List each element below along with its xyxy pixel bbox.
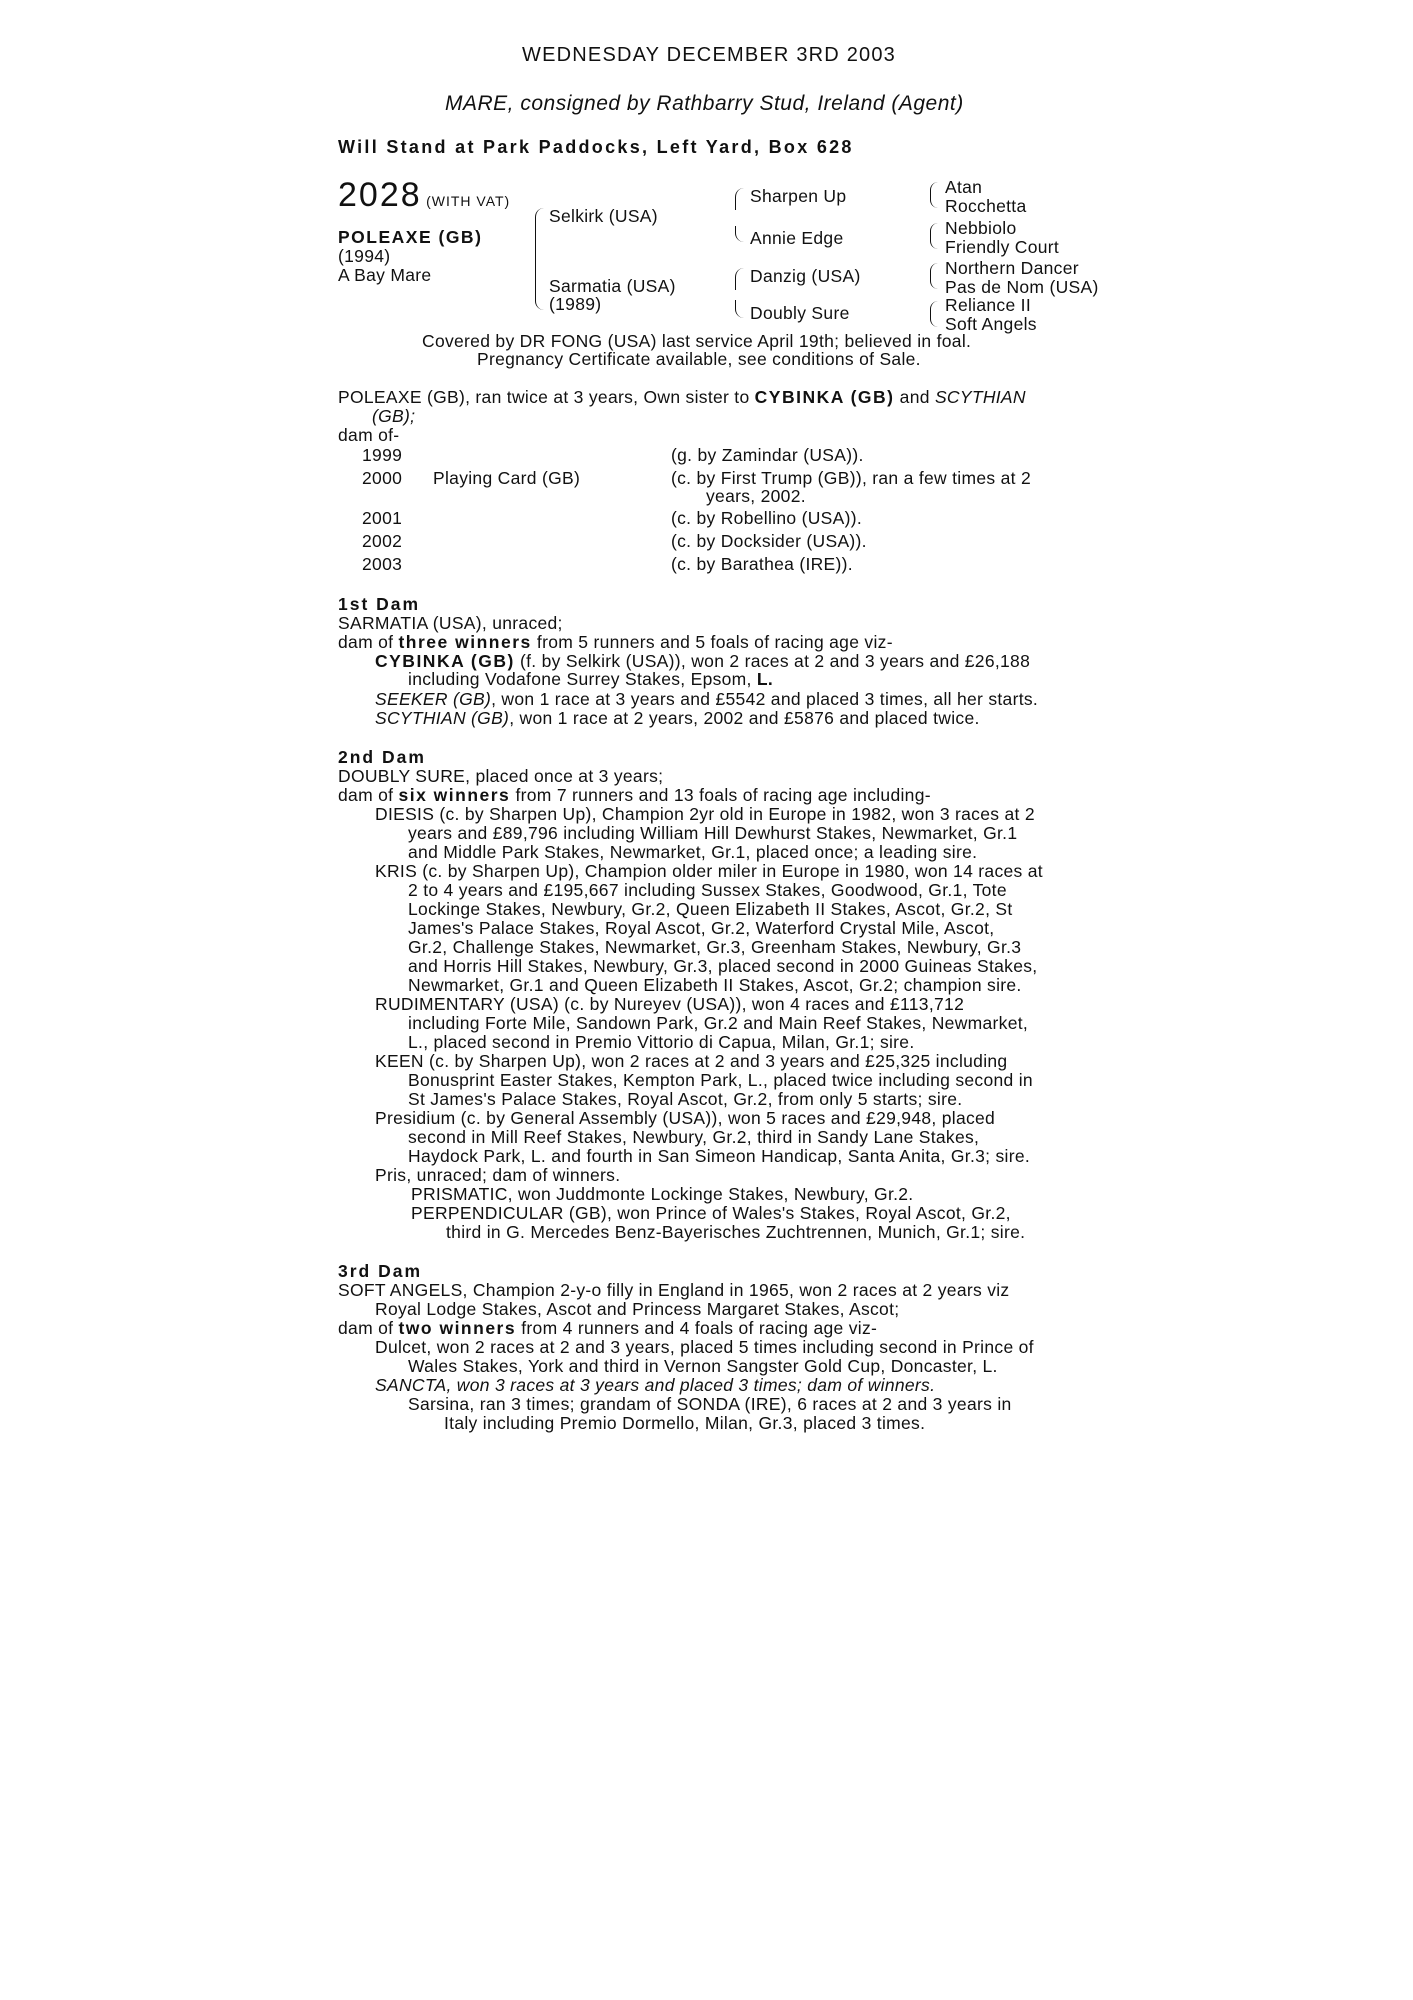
g3-brace-2-bottom bbox=[930, 237, 938, 249]
horse-year: (1994) bbox=[338, 246, 391, 266]
vat-label: (WITH VAT) bbox=[426, 193, 511, 209]
sire-dam-name: Annie Edge bbox=[750, 228, 844, 248]
scythian-line bbox=[375, 709, 980, 728]
second-dam-heading: 2nd Dam bbox=[338, 747, 426, 767]
kris-line-4: James's Palace Stakes, Royal Ascot, Gr.2, Waterford Crystal Mile, Ascot, bbox=[408, 918, 995, 938]
rudimentary-line-3: L., placed second in Premio Vittorio di Capua, Milan, Gr.1; sire. bbox=[408, 1032, 915, 1052]
soft-angels-line-1: SOFT ANGELS, Champion 2-y-o filly in England in 1965, won 2 races at 2 years viz bbox=[338, 1280, 1010, 1300]
g3-brace-1-top bbox=[930, 182, 938, 196]
produce-intro-sister: CYBINKA (GB) bbox=[754, 387, 895, 407]
keen-line-1: KEEN (c. by Sharpen Up), won 2 races at 2 and 3 years and £25,325 including bbox=[375, 1051, 1008, 1071]
dam-of-text: dam of bbox=[338, 785, 399, 805]
produce-desc: (c. by Robellino (USA)). bbox=[671, 508, 863, 528]
produce-desc: (c. by Docksider (USA)). bbox=[671, 531, 867, 551]
lot-number: 2028 bbox=[338, 176, 422, 214]
sire-sire-name: Sharpen Up bbox=[750, 186, 847, 206]
diesis-line-2: years and £89,796 including William Hill Dewhurst Stakes, Newmarket, Gr.1 bbox=[408, 823, 1018, 843]
dam-dam-name: Doubly Sure bbox=[750, 303, 850, 323]
seeker-line bbox=[375, 690, 1038, 709]
g3-soft-angels: Soft Angels bbox=[945, 314, 1037, 334]
cybinka-races: including Vodafone Surrey Stakes, Epsom, bbox=[408, 669, 757, 689]
pregnancy-line: Pregnancy Certificate available, see conditions of Sale. bbox=[477, 349, 921, 369]
consignment-line: MARE, consigned by Rathbarry Stud, Ireland (Agent) bbox=[445, 92, 964, 115]
g3-atan: Atan bbox=[945, 177, 983, 197]
produce-intro bbox=[338, 388, 1026, 407]
keen-line-2: Bonusprint Easter Stakes, Kempton Park, L., placed twice including second in bbox=[408, 1070, 1033, 1090]
produce-year: 1999 bbox=[362, 445, 403, 465]
dam-of-rest: from 5 runners and 5 foals of racing age viz- bbox=[531, 632, 893, 652]
g3-nebbiolo: Nebbiolo bbox=[945, 218, 1017, 238]
winners-count: two winners bbox=[398, 1318, 517, 1338]
dam-parents-brace-bottom bbox=[735, 300, 744, 318]
produce-intro-gb: (GB); bbox=[372, 406, 416, 426]
kris-line-5: Gr.2, Challenge Stakes, Newmarket, Gr.3, Greenham Stakes, Newbury, Gr.3 bbox=[408, 937, 1022, 957]
kris-line-6: and Horris Hill Stakes, Newbury, Gr.3, placed second in 2000 Guineas Stakes, bbox=[408, 956, 1038, 976]
sarsina-line-2: Italy including Premio Dormello, Milan, Gr.3, placed 3 times. bbox=[444, 1413, 926, 1433]
listed-mark: L. bbox=[756, 669, 774, 689]
dam-of-rest: from 7 runners and 13 foals of racing age including- bbox=[510, 785, 931, 805]
horse-description: A Bay Mare bbox=[338, 265, 432, 285]
g3-brace-1-bottom bbox=[930, 196, 938, 208]
g3-brace-4-top bbox=[930, 301, 938, 315]
first-dam-dam-of bbox=[338, 633, 893, 652]
third-dam-dam-of bbox=[338, 1319, 877, 1338]
kris-line-2: 2 to 4 years and £195,667 including Sussex Stakes, Goodwood, Gr.1, Tote bbox=[408, 880, 1007, 900]
sire-dam-brace-top bbox=[535, 208, 544, 258]
produce-dam-of: dam of- bbox=[338, 425, 400, 445]
winners-count: three winners bbox=[398, 632, 532, 652]
produce-desc: (g. by Zamindar (USA)). bbox=[671, 445, 864, 465]
presidium-line-1: Presidium (c. by General Assembly (USA)), won 5 races and £29,948, placed bbox=[375, 1108, 996, 1128]
produce-desc: (c. by First Trump (GB)), ran a few times at 2 bbox=[671, 468, 1031, 488]
cybinka-name: CYBINKA (GB) bbox=[375, 651, 515, 671]
cybinka-record: (f. by Selkirk (USA)), won 2 races at 2 and 3 years and £26,188 bbox=[514, 651, 1031, 671]
seeker-record: , won 1 race at 3 years and £5542 and placed 3 times, all her starts. bbox=[491, 689, 1039, 709]
sire-parents-brace-bottom bbox=[735, 226, 744, 242]
kris-line-1: KRIS (c. by Sharpen Up), Champion older miler in Europe in 1980, won 14 races at bbox=[375, 861, 1043, 881]
third-dam-heading: 3rd Dam bbox=[338, 1261, 423, 1281]
winners-count: six winners bbox=[398, 785, 511, 805]
sancta-line: SANCTA, won 3 races at 3 years and placed 3 times; dam of winners. bbox=[375, 1375, 936, 1395]
dam-name: Sarmatia (USA) bbox=[549, 276, 676, 296]
dam-year: (1989) bbox=[549, 294, 602, 314]
g3-friendly-court: Friendly Court bbox=[945, 237, 1060, 257]
perpendicular-line-2: third in G. Mercedes Benz-Bayerisches Zuchtrennen, Munich, Gr.1; sire. bbox=[446, 1222, 1026, 1242]
second-dam-name: DOUBLY SURE, placed once at 3 years; bbox=[338, 766, 664, 786]
diesis-line-3: and Middle Park Stakes, Newmarket, Gr.1, placed once; a leading sire. bbox=[408, 842, 978, 862]
soft-angels-line-2: Royal Lodge Stakes, Ascot and Princess Margaret Stakes, Ascot; bbox=[375, 1299, 900, 1319]
g3-brace-4-bottom bbox=[930, 315, 938, 327]
second-dam-dam-of bbox=[338, 786, 931, 805]
g3-brace-3-bottom bbox=[930, 277, 938, 289]
produce-year: 2000 bbox=[362, 468, 403, 488]
dulcet-line-2: Wales Stakes, York and third in Vernon Sangster Gold Cup, Doncaster, L. bbox=[408, 1356, 998, 1376]
produce-desc: (c. by Barathea (IRE)). bbox=[671, 554, 853, 574]
presidium-line-3: Haydock Park, L. and fourth in San Simeon Handicap, Santa Anita, Gr.3; sire. bbox=[408, 1146, 1031, 1166]
g3-brace-3-top bbox=[930, 263, 938, 277]
dam-parents-brace-top bbox=[735, 268, 744, 290]
rudimentary-line-2: including Forte Mile, Sandown Park, Gr.2 and Main Reef Stakes, Newmarket, bbox=[408, 1013, 1029, 1033]
cybinka-line-2 bbox=[408, 670, 773, 689]
pris-line: Pris, unraced; dam of winners. bbox=[375, 1165, 621, 1185]
sarsina-line-1: Sarsina, ran 3 times; grandam of SONDA (IRE), 6 races at 2 and 3 years in bbox=[408, 1394, 1012, 1414]
kris-line-7: Newmarket, Gr.1 and Queen Elizabeth II Stakes, Ascot, Gr.2; champion sire. bbox=[408, 975, 1022, 995]
prismatic-line: PRISMATIC, won Juddmonte Lockinge Stakes, Newbury, Gr.2. bbox=[411, 1184, 914, 1204]
produce-intro-text: POLEAXE (GB), ran twice at 3 years, Own sister to bbox=[338, 387, 755, 407]
produce-intro-scythian: SCYTHIAN bbox=[934, 387, 1026, 407]
diesis-line-1: DIESIS (c. by Sharpen Up), Champion 2yr old in Europe in 1982, won 3 races at 2 bbox=[375, 804, 1035, 824]
produce-desc-cont: years, 2002. bbox=[706, 486, 806, 506]
dam-of-text: dam of bbox=[338, 1318, 399, 1338]
scythian-record: , won 1 race at 2 years, 2002 and £5876 and placed twice. bbox=[509, 708, 980, 728]
g3-brace-2-top bbox=[930, 223, 938, 237]
perpendicular-line-1: PERPENDICULAR (GB), won Prince of Wales's Stakes, Royal Ascot, Gr.2, bbox=[411, 1203, 1011, 1223]
seeker-name: SEEKER (GB) bbox=[375, 689, 492, 709]
g3-northern-dancer: Northern Dancer bbox=[945, 258, 1079, 278]
dam-sire-name: Danzig (USA) bbox=[750, 266, 861, 286]
g3-rocchetta: Rocchetta bbox=[945, 196, 1027, 216]
dam-of-text: dam of bbox=[338, 632, 399, 652]
produce-year: 2003 bbox=[362, 554, 403, 574]
sire-dam-brace-bottom bbox=[535, 258, 544, 310]
kris-line-3: Lockinge Stakes, Newbury, Gr.2, Queen Elizabeth II Stakes, Ascot, Gr.2, St bbox=[408, 899, 1013, 919]
horse-name: POLEAXE (GB) bbox=[338, 227, 483, 247]
sire-parents-brace-top bbox=[735, 188, 744, 210]
produce-year: 2002 bbox=[362, 531, 403, 551]
rudimentary-line-1: RUDIMENTARY (USA) (c. by Nureyev (USA)), won 4 races and £113,712 bbox=[375, 994, 965, 1014]
dulcet-line-1: Dulcet, won 2 races at 2 and 3 years, placed 5 times including second in Prince of bbox=[375, 1337, 1034, 1357]
first-dam-heading: 1st Dam bbox=[338, 594, 421, 614]
covered-line: Covered by DR FONG (USA) last service April 19th; believed in foal. bbox=[422, 331, 972, 351]
first-dam-name: SARMATIA (USA), unraced; bbox=[338, 613, 563, 633]
sale-date: WEDNESDAY DECEMBER 3RD 2003 bbox=[522, 44, 896, 66]
sire-name: Selkirk (USA) bbox=[549, 206, 658, 226]
produce-name: Playing Card (GB) bbox=[433, 468, 581, 488]
scythian-name: SCYTHIAN (GB) bbox=[375, 708, 510, 728]
location-line: Will Stand at Park Paddocks, Left Yard, Box 628 bbox=[338, 137, 854, 157]
g3-reliance: Reliance II bbox=[945, 295, 1031, 315]
lot-number-line bbox=[338, 176, 510, 215]
produce-year: 2001 bbox=[362, 508, 403, 528]
dam-of-rest: from 4 runners and 4 foals of racing age viz- bbox=[516, 1318, 878, 1338]
g3-pas-de-nom: Pas de Nom (USA) bbox=[945, 277, 1099, 297]
presidium-line-2: second in Mill Reef Stakes, Newbury, Gr.2, third in Sandy Lane Stakes, bbox=[408, 1127, 980, 1147]
keen-line-3: St James's Palace Stakes, Royal Ascot, Gr.2, from only 5 starts; sire. bbox=[408, 1089, 963, 1109]
produce-intro-and: and bbox=[894, 387, 935, 407]
